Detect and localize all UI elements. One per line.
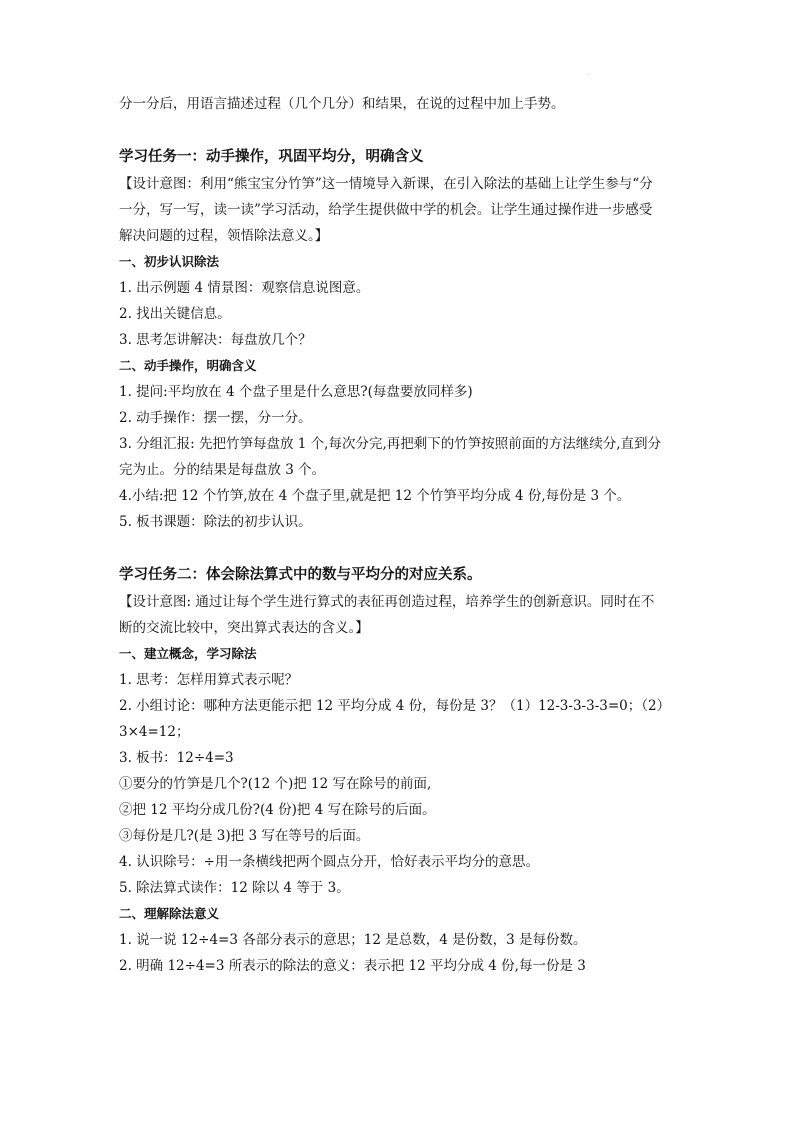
task2-design-line-2: 断的交流比较中，突出算式表达的含义。】: [119, 620, 369, 636]
task1-s1-item: 3. 思考怎讲解决：每盘放几个？: [119, 332, 312, 348]
task1-section1-heading: 一、初步认识除法: [119, 254, 220, 269]
task1-s2-item: 5. 板书课题：除法的初步认识。: [119, 514, 312, 530]
task1-s2-item: 2. 动手操作：摆一摆，分一分。: [119, 410, 312, 426]
task1-section2-heading: 二、动手操作，明确含义: [119, 358, 257, 373]
task2-s1-item: ③每份是几?(是 3)把 3 写在等号的后面。: [119, 828, 370, 844]
task2-s1-item: 1. 思考：怎样用算式表示呢？: [119, 672, 299, 688]
task2-title: 学习任务二：体会除法算式中的数与平均分的对应关系。: [119, 566, 482, 583]
task1-s2-item: 3. 分组汇报: 先把竹笋每盘放 1 个,每次分完,再把剩下的竹笋按照前面的方法继续分,直到分: [119, 436, 662, 452]
page-mark: .: [588, 70, 590, 77]
task2-s1-item: ①要分的竹笋是几个?(12 个)把 12 写在除号的前面,: [119, 776, 432, 792]
task2-s1-item: ②把 12 平均分成几份?(4 份)把 4 写在除号的后面。: [119, 802, 436, 818]
task2-design-line-1: 【设计意图: 通过让每个学生进行算式的表征再创造过程，培养学生的创新意识。同时在不: [119, 594, 655, 610]
task1-design-line-3: 解决问题的过程，领悟除法意义。】: [119, 228, 329, 244]
task2-s1-item: 3. 板书：12÷4=3: [119, 750, 234, 766]
intro-paragraph: 分一分后，用语言描述过程（几个几分）和结果，在说的过程中加上手势。: [119, 96, 565, 112]
task1-s2-item: 1. 提问:平均放在 4 个盘子里是什么意思?(每盘要放同样多): [119, 384, 473, 400]
task1-design-line-2: 一分，写一写，读一读”学习活动，给学生提供做中学的机会。让学生通过操作进一步感受: [119, 202, 653, 218]
task2-section1-heading: 一、建立概念，学习除法: [119, 646, 257, 661]
task1-s1-item: 1. 出示例题 4 情景图：观察信息说图意。: [119, 280, 370, 296]
document-body: [119, 91, 677, 979]
task2-s1-item: 5. 除法算式读作：12 除以 4 等于 3。: [119, 880, 350, 896]
task2-section2-heading: 二、理解除法意义: [119, 906, 220, 921]
task2-s1-item: 3×4=12；: [119, 724, 190, 740]
task1-design-line-1: 【设计意图：利用“熊宝宝分竹笋”这一情境导入新课，在引入除法的基础上让学生参与“分: [119, 176, 653, 192]
task2-s2-item: 1. 说一说 12÷4=3 各部分表示的意思；12 是总数，4 是份数，3 是每份数。: [119, 932, 587, 948]
task1-s2-item: 完为止。分的结果是每盘放 3 个。: [119, 462, 326, 478]
task1-title: 学习任务一：动手操作，巩固平均分，明确含义: [119, 148, 424, 165]
task1-s2-item: 4.小结:把 12 个竹笋,放在 4 个盘子里,就是把 12 个竹笋平均分成 4 份,每份是 3 个。: [119, 488, 631, 504]
task2-s1-item: 2. 小组讨论：哪种方法更能示把 12 平均分成 4 份，每份是 3？（1）12-3-3-3-3=0；（2）: [119, 698, 671, 714]
task2-s2-item: 2. 明确 12÷4=3 所表示的除法的意义：表示把 12 平均分成 4 份,每一份是 3: [119, 958, 586, 974]
task1-s1-item: 2. 找出关键信息。: [119, 306, 231, 322]
task2-s1-item: 4. 认识除号：÷用一条横线把两个圆点分开，恰好表示平均分的意思。: [119, 854, 539, 870]
